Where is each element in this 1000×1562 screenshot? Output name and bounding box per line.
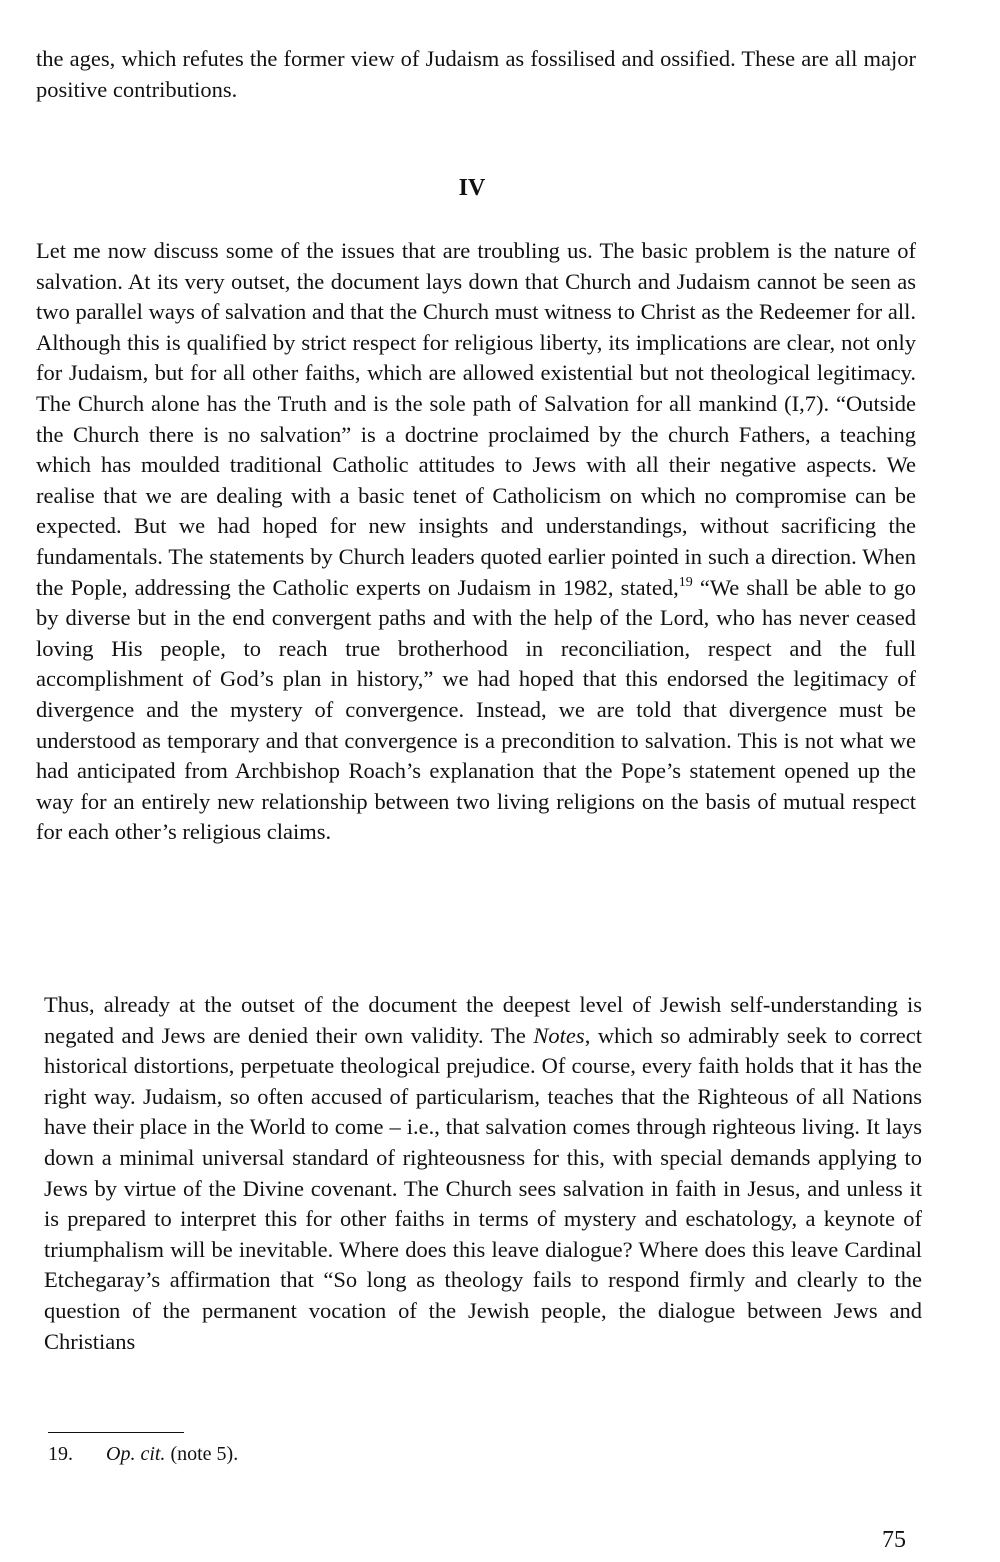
paragraph-1-text-a: Let me now discuss some of the issues that are troubling us. The basic problem is the nature of salvation. At its very outset, the document lays down that Church and Judaism cannot be seen as two parallel ways of salvation and that the Church must witness to Christ as the Redeemer for all. Although this is qualified by strict respect for religious liberty, its implications are clear, not only for Judaism, but for all other faiths, which are allowed existential but not theological legitimacy. The Church alone has the Truth and is the sole path of Salvation for all mankind (I,7). “Outside the Church there is no salvation” is a doctrine proclaimed by the church Fathers, a teaching which has moulded traditional Catholic attitudes to Jews with all their negative aspects. We realise that we are dealing with a basic tenet of Catholicism on which no compromise can be expected. But we had hoped for new insights and understandings, without sacrificing the fundamentals. The statements by Church leaders quoted earlier pointed in such a direction. When the Pople, addressing the Catholic experts on Judaism in 1982, stated, [36,238,916,600]
paragraph-2-text-b: , which so admirably seek to correct historical distortions, perpetuate theological prejudice. Of course, every faith holds that it has the right way. Judaism, so often accused of particularism, teaches that the Righteous of all Nations have their place in the World to come – i.e., that salvation comes through righteous living. It lays down a minimal universal standard of righteousness for this, with special demands applying to Jews by virtue of the Divine covenant. The Church sees salvation in faith in Jesus, and unless it is prepared to interpret this for other faiths in terms of mystery and eschatology, a keynote of triumphalism will be inevitable. Where does this leave dialogue? Where does this leave Cardinal Etchegaray’s affirmation that “So long as theology fails to respond firmly and clearly to the question of the permanent vocation of the Jewish people, the dialogue between Jews and Christians [44,1022,922,1354]
notes-title: Notes [533,1022,585,1048]
footnote-reference: 19 [678,574,693,590]
paragraph-1-text-b: “We shall be able to go by diverse but in the end convergent paths and with the help of the Lord, who has never ceased loving His people, to reach true brotherhood in reconciliation, respect and the full accomplishment of God’s plan in history,” we had hoped that this endorsed the legitimacy of divergence and the mystery of convergence. Instead, we are told that divergence must be understood as temporary and that convergence is a precondition to salvation. This is not what we had anticipated from Archbishop Roach’s explanation that the Pope’s statement opened up the way for an entirely new relationship between two living religions on the basis of mutual respect for each other’s religious claims. [36,574,916,845]
section-heading: IV [458,175,486,201]
intro-paragraph: the ages, which refutes the former view of Judaism as fossilised and ossified. These are all major positive contributions. [36,46,916,102]
body-paragraph-1 [36,236,916,848]
body-paragraph-2 [44,990,922,1357]
page-number: 75 [882,1527,906,1553]
footnote-citation-italic: Op. cit. [106,1443,166,1465]
footnote-divider [48,1432,184,1433]
paragraph-2-text-a: Thus, already at the outset of the document the deepest level of Jewish self-understanding is negated and Jews are denied their own validity. The [44,992,922,1048]
footnote [48,1440,238,1468]
footnote-number: 19. [48,1443,73,1465]
footnote-citation-rest: (note 5). [165,1443,239,1465]
